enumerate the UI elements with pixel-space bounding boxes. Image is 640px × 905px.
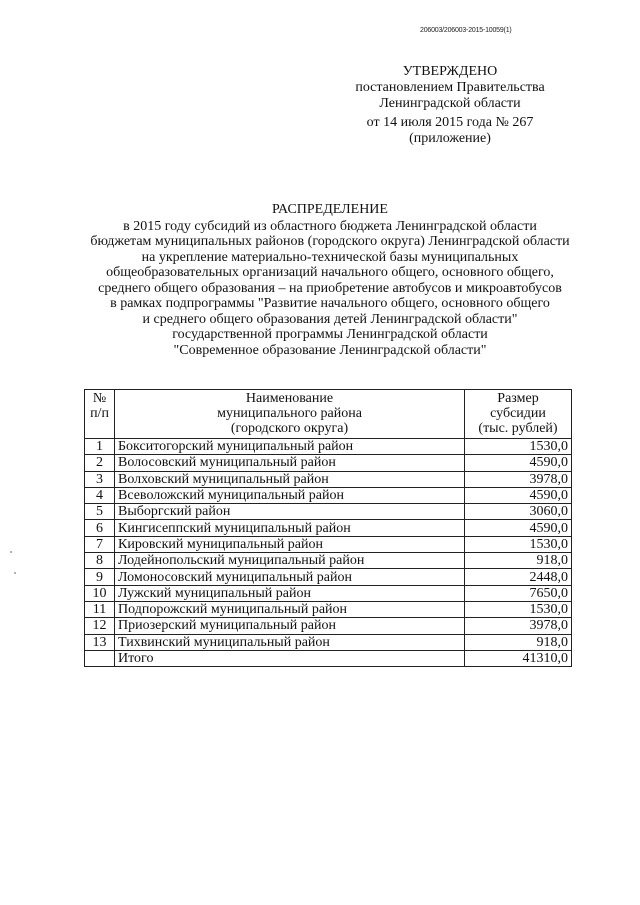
header-amount: Размер субсидии (тыс. рублей) xyxy=(465,390,572,439)
row-name: Кингисеппский муниципальный район xyxy=(115,520,465,536)
row-name: Лужский муниципальный район xyxy=(115,585,465,601)
row-amount: 4590,0 xyxy=(465,520,572,536)
title-heading: РАСПРЕДЕЛЕНИЕ xyxy=(272,202,388,217)
table-row xyxy=(85,536,572,552)
row-name: Кировский муниципальный район xyxy=(115,536,465,552)
approval-date: от 14 июля 2015 года № 267 xyxy=(366,115,534,130)
title-line: "Современное образование Ленинградской области" xyxy=(173,342,487,358)
row-name: Подпорожский муниципальный район xyxy=(115,601,465,617)
row-num: 4 xyxy=(85,487,115,503)
document-code: 206003/206003-2015-10059(1) xyxy=(420,27,512,34)
row-num: 12 xyxy=(85,618,115,634)
header-num: № п/п xyxy=(85,390,115,439)
row-num: 7 xyxy=(85,536,115,552)
title-line: бюджетам муниципальных районов (городского округа) Ленинградской области xyxy=(90,234,570,249)
row-num: 11 xyxy=(85,601,115,617)
total-num-cell xyxy=(85,650,115,666)
header-name: Наименование муниципального района (городского округа) xyxy=(115,390,465,439)
table-row xyxy=(85,569,572,585)
title-line: государственной программы Ленинградской области xyxy=(172,327,488,342)
row-amount: 7650,0 xyxy=(465,585,572,601)
row-name: Ломоносовский муниципальный район xyxy=(115,569,465,585)
approval-title: УТВЕРЖДЕНО xyxy=(402,64,498,79)
row-amount: 1530,0 xyxy=(465,601,572,617)
table-row xyxy=(85,601,572,617)
row-amount: 4590,0 xyxy=(465,487,572,503)
table-row xyxy=(85,553,572,569)
row-num: 5 xyxy=(85,504,115,520)
row-num: 13 xyxy=(85,634,115,650)
row-num: 10 xyxy=(85,585,115,601)
row-name: Лодейнопольский муниципальный район xyxy=(115,553,465,569)
table-row xyxy=(85,487,572,503)
row-name: Волховский муниципальный район xyxy=(115,471,465,487)
table-row xyxy=(85,520,572,536)
table-row xyxy=(85,634,572,650)
title-line: в рамках подпрограммы "Развитие начального общего, основного общего xyxy=(110,296,550,311)
row-amount: 918,0 xyxy=(465,634,572,650)
total-label: Итого xyxy=(115,650,465,666)
total-row xyxy=(85,650,572,666)
row-amount: 1530,0 xyxy=(465,439,572,455)
title-line: общеобразовательных организаций начального общего, основного общего, xyxy=(106,265,554,280)
row-amount: 2448,0 xyxy=(465,569,572,585)
row-num: 8 xyxy=(85,553,115,569)
row-amount: 3978,0 xyxy=(465,618,572,634)
row-amount: 3978,0 xyxy=(465,471,572,487)
row-num: 3 xyxy=(85,471,115,487)
row-amount: 3060,0 xyxy=(465,504,572,520)
approval-annex: (приложение) xyxy=(409,131,491,146)
row-num: 2 xyxy=(85,455,115,471)
approval-region: Ленинградской области xyxy=(379,96,521,111)
total-amount: 41310,0 xyxy=(465,650,572,666)
row-num: 9 xyxy=(85,569,115,585)
row-name: Выборгский район xyxy=(115,504,465,520)
table-row xyxy=(85,439,572,455)
title-line: и среднего общего образования детей Ленинградской области" xyxy=(142,311,518,327)
table-header-row xyxy=(85,390,572,439)
table-row xyxy=(85,455,572,471)
title-line: в 2015 году субсидий из областного бюджета Ленинградской области xyxy=(123,218,537,234)
row-name: Бокситогорский муниципальный район xyxy=(115,439,465,455)
subsidy-table xyxy=(84,389,572,667)
row-amount: 918,0 xyxy=(465,553,572,569)
row-num: 1 xyxy=(85,439,115,455)
row-name: Тихвинский муниципальный район xyxy=(115,634,465,650)
table-row xyxy=(85,471,572,487)
table-row xyxy=(85,504,572,520)
row-num: 6 xyxy=(85,520,115,536)
row-name: Всеволожский муниципальный район xyxy=(115,487,465,503)
approval-decree: постановлением Правительства xyxy=(355,80,545,95)
document-title xyxy=(60,202,600,358)
row-name: Приозерский муниципальный район xyxy=(115,618,465,634)
scan-artifact xyxy=(10,551,12,553)
title-line: на укрепление материально-технической базы муниципальных xyxy=(141,249,519,265)
title-line: среднего общего образования – на приобретение автобусов и микроавтобусов xyxy=(98,280,562,296)
row-name: Волосовский муниципальный район xyxy=(115,455,465,471)
table-row xyxy=(85,585,572,601)
approval-stamp xyxy=(340,64,560,147)
table-row xyxy=(85,618,572,634)
scan-artifact xyxy=(14,572,16,574)
row-amount: 1530,0 xyxy=(465,536,572,552)
row-amount: 4590,0 xyxy=(465,455,572,471)
